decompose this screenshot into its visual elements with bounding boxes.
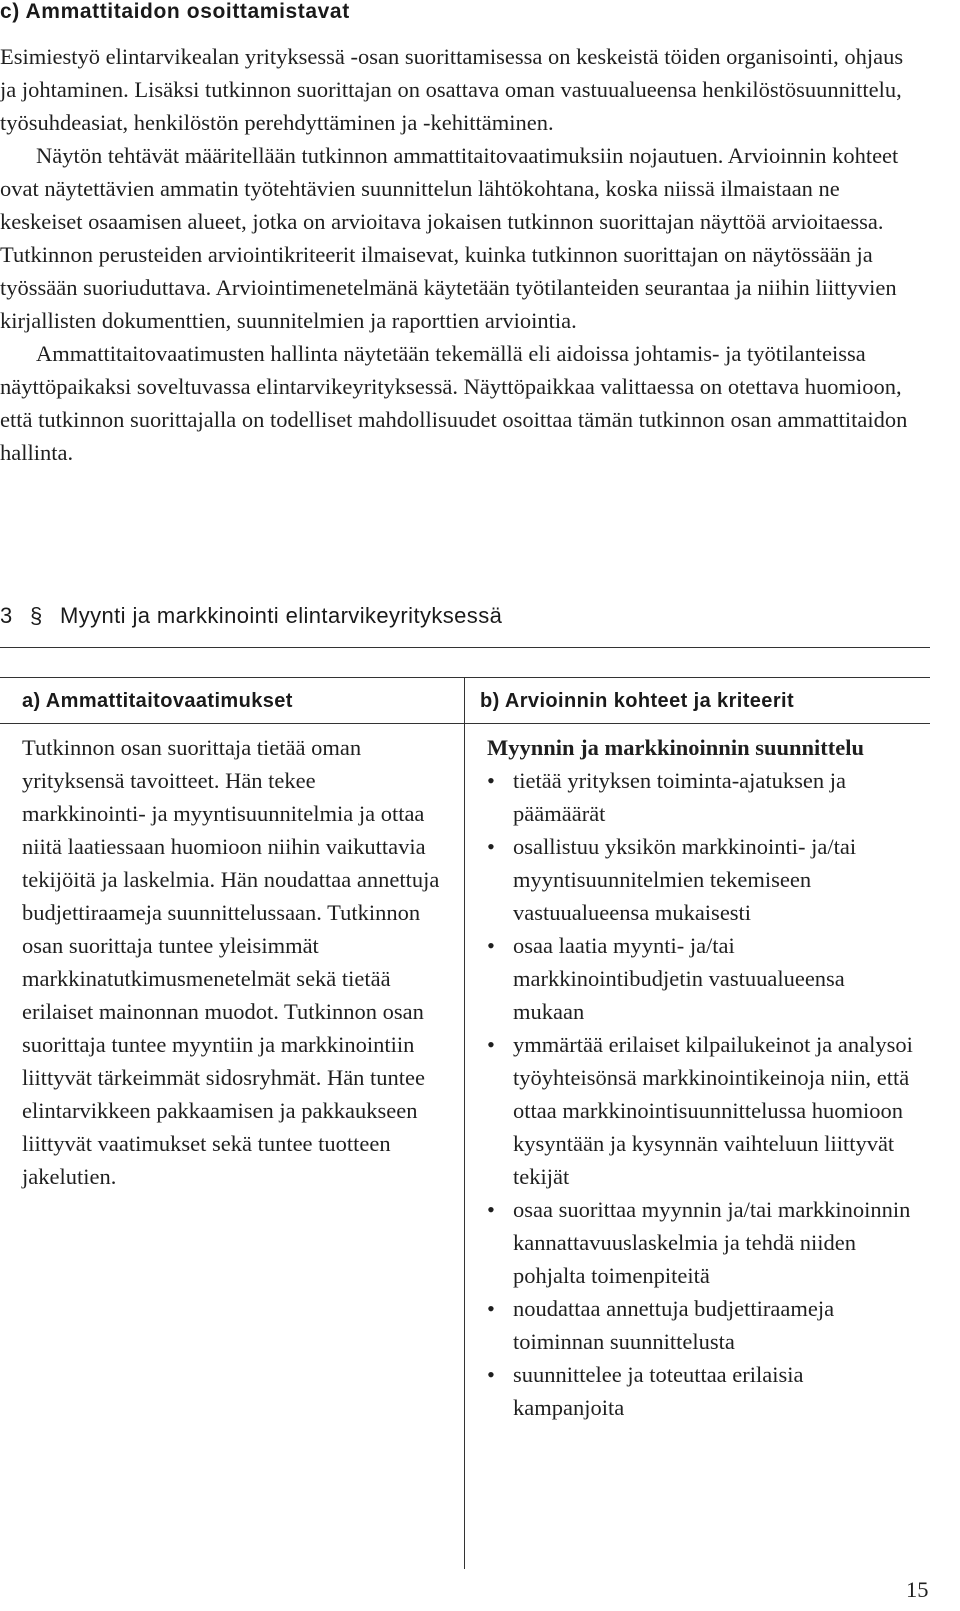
- bullet-icon: •: [487, 834, 495, 859]
- criteria-column: [465, 678, 930, 1569]
- list-item: • suunnittelee ja toteuttaa erilaisia kampanjoita: [487, 1358, 918, 1424]
- chapter-number: 3: [0, 603, 13, 628]
- requirements-table: [0, 677, 930, 1569]
- paragraph: Ammattitaitovaatimusten hallinta näytetään tekemällä eli aidoissa johtamis- ja työtilanteissa näyttöpaikaksi soveltuvassa elintarvikeyrityksessä. Näyttöpaikkaa valittaessa on otettava huomioon, että tutkinnon suorittajalla on todelliset mahdollisuudet osoittaa tämän tutkinnon osan ammattitaidon hallinta.: [0, 341, 908, 465]
- list-item: • osaa laatia myynti- ja/tai markkinointibudjetin vastuualueensa mukaan: [487, 929, 918, 1028]
- requirements-text: Tutkinnon osan suorittaja tietää oman yrityksensä tavoitteet. Hän tekee markkinointi- ja myyntisuunnitelmia ja ottaa niitä laatiessaan huomioon niihin vaikuttavia tekijöitä ja laskelmia. Hän noudattaa annettuja budjettiraameja suunnittelussaan. Tutkinnon osan suorittaja tuntee yleisimmät markkinatutkimusmenetelmät sekä tietää erilaiset mainonnan muodot. Tutkinnon osan suorittaja tuntee myyntiin ja markkinointiin liittyvät tärkeimmät sidosryhmät. Hän tuntee elintarvikkeen pakkaamisen ja pakkaukseen liittyvät vaatimukset sekä tuntee tuotteen jakelutien.: [22, 735, 440, 1189]
- column-body: [465, 724, 930, 1569]
- section-heading: c) Ammattitaidon osoittamistavat: [0, 0, 350, 23]
- list-item: • osaa suorittaa myynnin ja/tai markkinoinnin kannattavuuslaskelmia ja tehdä niiden pohjalta toimenpiteitä: [487, 1193, 918, 1292]
- list-item: • noudattaa annettuja budjettiraameja toiminnan suunnittelusta: [487, 1292, 918, 1358]
- section-body: [0, 40, 925, 469]
- list-item: • ymmärtää erilaiset kilpailukeinot ja analysoi työyhteisönsä markkinointikeinoja niin, että ottaa markkinointisuunnittelussa huomioon kysyntään ja kysynnän vaihteluun liittyvät tekijät: [487, 1028, 918, 1193]
- bullet-icon: •: [487, 933, 495, 958]
- list-item: • osallistuu yksikön markkinointi- ja/tai myyntisuunnitelmien tekemiseen vastuualueensa mukaisesti: [487, 830, 918, 929]
- chapter-divider: [0, 647, 930, 648]
- paragraph: Näytön tehtävät määritellään tutkinnon ammattitaitovaatimuksiin nojautuen. Arvioinnin kohteet ovat näytettävien ammatin työtehtävien suunnittelun lähtökohtana, koska niissä ilmaistaan ne keskeiset osaamisen alueet, jotka on arvioitava jokaisen tutkinnon suorittajan näyttöä arvioitaessa. Tutkinnon perusteiden arviointikriteerit ilmaisevat, kuinka tutkinnon suorittajan on näytössään ja työssään suoriuduttava. Arviointimenetelmänä käytetään työtilanteiden seurantaa ja niihin liittyvien kirjallisten dokumenttien, suunnitelmien ja raporttien arviointia.: [0, 143, 899, 333]
- section-symbol: §: [30, 603, 43, 628]
- column-heading: a) Ammattitaitovaatimukset: [0, 678, 464, 724]
- list-item: • tietää yrityksen toiminta-ajatuksen ja päämäärät: [487, 764, 918, 830]
- bullet-icon: •: [487, 1032, 495, 1057]
- criteria-list: [487, 764, 918, 1424]
- bullet-icon: •: [487, 1362, 495, 1387]
- criteria-subheading: Myynnin ja markkinoinnin suunnittelu: [487, 735, 865, 760]
- chapter-heading: [0, 603, 930, 629]
- page-number: 15: [906, 1577, 929, 1602]
- column-heading: b) Arvioinnin kohteet ja kriteerit: [465, 678, 930, 724]
- bullet-icon: •: [487, 1296, 495, 1321]
- paragraph: Esimiestyö elintarvikealan yrityksessä -osan suorittamisessa on keskeistä töiden organisointi, ohjaus ja johtaminen. Lisäksi tutkinnon suorittajan on osattava oman vastuualueensa henkilöstösuunnittelu, työsuhdeasiat, henkilöstön perehdyttäminen ja -kehittäminen.: [0, 44, 904, 135]
- requirements-column: [0, 678, 465, 1569]
- bullet-icon: •: [487, 768, 495, 793]
- chapter-title: Myynti ja markkinointi elintarvikeyrityksessä: [60, 603, 503, 628]
- bullet-icon: •: [487, 1197, 495, 1222]
- column-body: [0, 724, 464, 1569]
